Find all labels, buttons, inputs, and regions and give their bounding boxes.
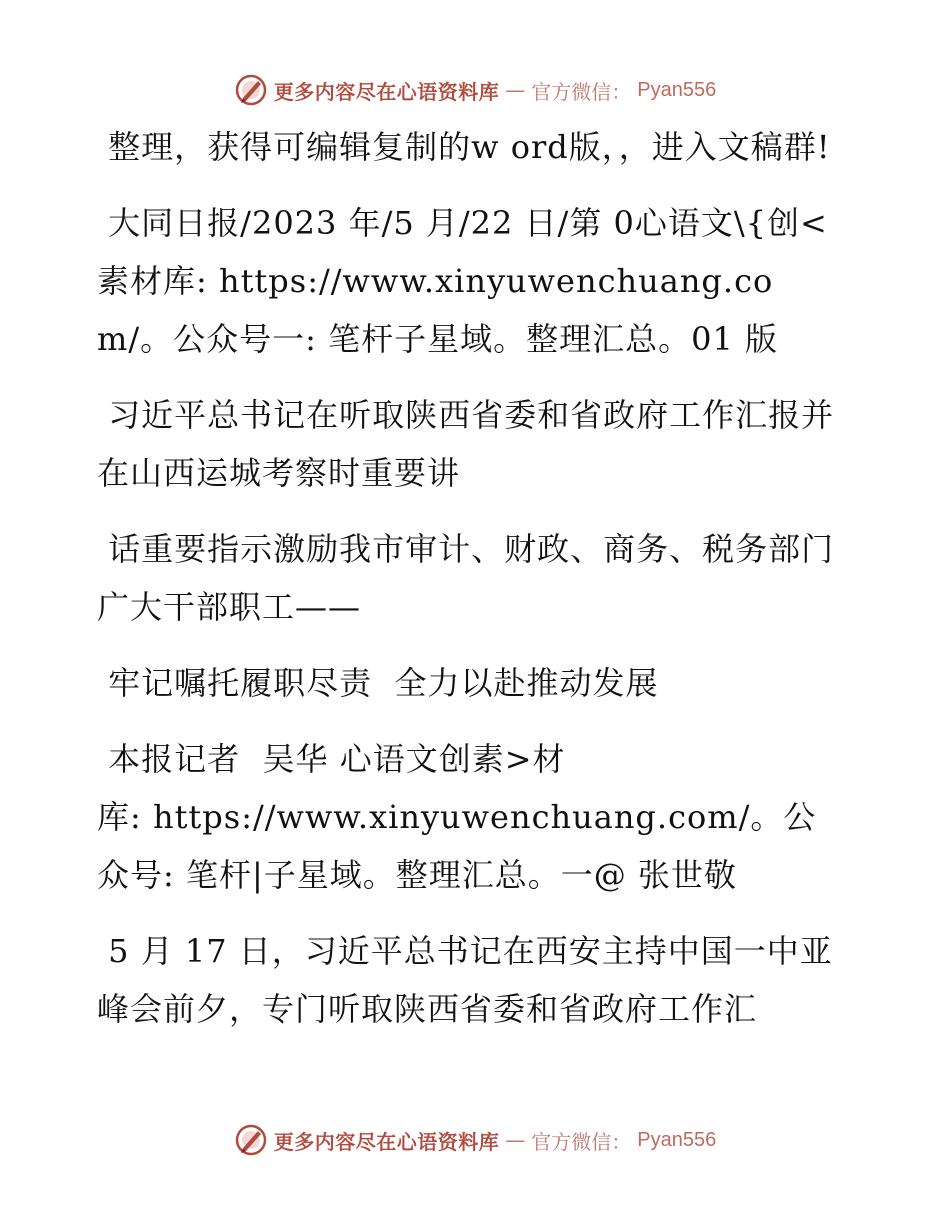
footer-watermark-banner — [0, 1120, 950, 1160]
header-watermark-banner — [0, 70, 950, 110]
paragraph-main-title: 牢记嘱托履职尽责 全力以赴推动发展 — [97, 664, 659, 702]
banner-title: 更多内容尽在心语资料库 — [273, 1129, 500, 1154]
banner-wechat-id: Pyan556 — [637, 78, 717, 101]
paragraph-headline-1: 习近平总书记在听取陕西省委和省政府工作汇报并在山西运城考察时重要讲 — [97, 396, 835, 492]
document-body — [97, 118, 842, 1056]
paragraph-byline: 本报记者 吴华 心语文创素>材 — [97, 740, 566, 778]
banner-dash: — — [505, 78, 526, 102]
paragraph-source: 大同日报/2023 年/5 月/22 日/第 0心语文\{创<素材库: https://www.xinyuwenchuang.com/。公众号一: 笔杆子星域。整理汇总。01 版 — [97, 204, 828, 358]
paragraph-headline-2: 话重要指示激励我市审计、财政、商务、税务部门广大干部职工—— — [97, 530, 835, 626]
paragraph-byline-cont: 库: https://www.xinyuwenchuang.com/。公众号: 笔杆|子星域。整理汇总。一@ 张世敬 — [97, 798, 817, 894]
paragraph-intro: 整理，获得可编辑复制的w ord版，，进入文稿群! — [97, 128, 831, 166]
banner-subtitle: 官方微信： — [531, 79, 632, 104]
banner-subtitle: 官方微信： — [531, 1129, 632, 1154]
pen-logo-icon — [234, 73, 268, 107]
pen-logo-icon — [234, 1123, 268, 1157]
banner-dash: — — [505, 1128, 526, 1152]
banner-wechat-id: Pyan556 — [637, 1128, 717, 1151]
paragraph-body: 5 月 17 日，习近平总书记在西安主持中国一中亚峰会前夕，专门听取陕西省委和省政府工作汇 — [97, 932, 833, 1028]
banner-title: 更多内容尽在心语资料库 — [273, 79, 500, 104]
